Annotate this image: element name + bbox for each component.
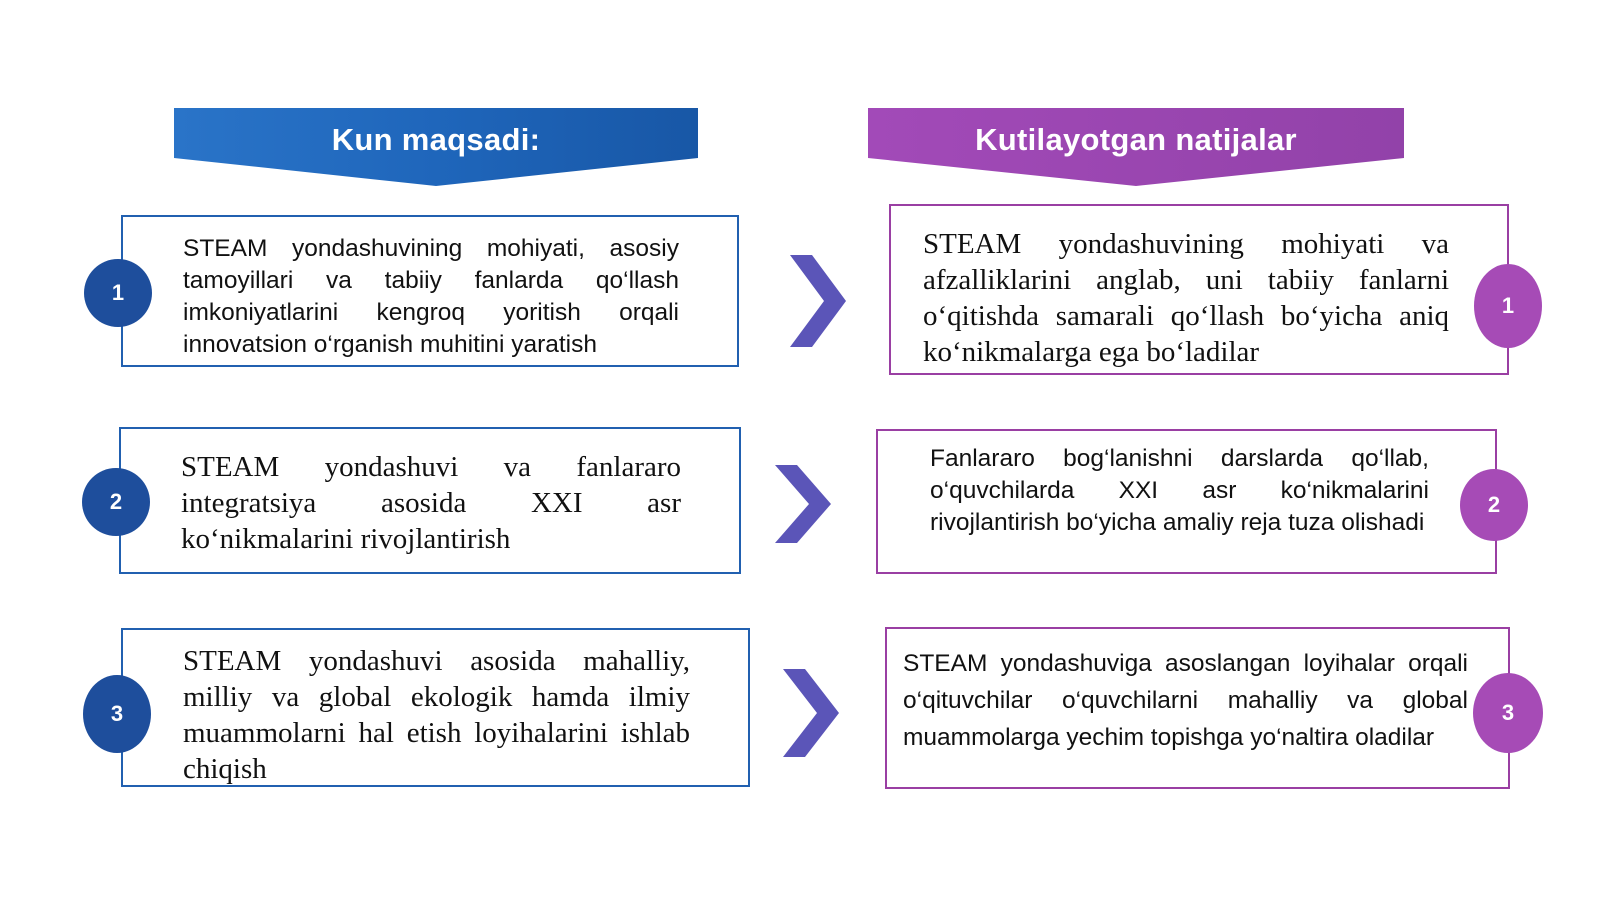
goals-header-banner [174, 108, 698, 186]
goal-text-1: STEAM yondashuvining mohiyati, asosiy tamoyillari va tabiiy fanlarda qo‘llash imkoniyatlarini kengroq yoritish orqali innovatsion o‘rganish muhitini yaratish [183, 235, 679, 358]
result-text-1: STEAM yondashuvining mohiyati va afzalliklarini anglab, uni tabiiy fanlarni o‘qitishda samarali qo‘llash bo‘yicha aniq ko‘nikmalarga ega bo‘ladilar [923, 228, 1449, 368]
goal-text-2: STEAM yondashuvi va fanlararo integratsiya asosida XXI asr ko‘nikmalarini rivojlantirish [181, 451, 681, 555]
chevron-right-icon [790, 255, 846, 347]
result-number-1: 1 [1474, 264, 1542, 348]
goal-number-3: 3 [83, 675, 151, 753]
result-number-2: 2 [1460, 469, 1528, 541]
results-header-title: Kutilayotgan natijalar [975, 122, 1297, 157]
result-card-2 [876, 429, 1497, 574]
goal-number-1: 1 [84, 259, 152, 327]
goals-header-title: Kun maqsadi: [331, 122, 541, 157]
chevron-right-icon [783, 669, 839, 757]
goal-card-3 [121, 628, 750, 787]
result-card-3 [885, 627, 1510, 789]
goal-text-3: STEAM yondashuvi asosida mahalliy, milliy va global ekologik hamda ilmiy muammolarni hal etish loyihalarini ishlab chiqish [183, 645, 690, 785]
goal-card-2 [119, 427, 741, 574]
result-text-3: STEAM yondashuviga asoslangan loyihalar orqali o‘qituvchilar o‘quvchilarni mahalliy va global muammolarga yechim topishga yo‘naltira oladilar [903, 650, 1468, 751]
result-card-1 [889, 204, 1509, 375]
results-header-banner [868, 108, 1404, 186]
result-text-2: Fanlararo bog‘lanishni darslarda qo‘llab, o‘quvchilarda XXI asr ko‘nikmalarini rivojlantirish bo‘yicha amaliy reja tuza olishadi [930, 445, 1429, 536]
goal-number-2: 2 [82, 468, 150, 536]
chevron-right-icon [775, 465, 831, 543]
goal-card-1 [121, 215, 739, 367]
result-number-3: 3 [1473, 673, 1543, 753]
